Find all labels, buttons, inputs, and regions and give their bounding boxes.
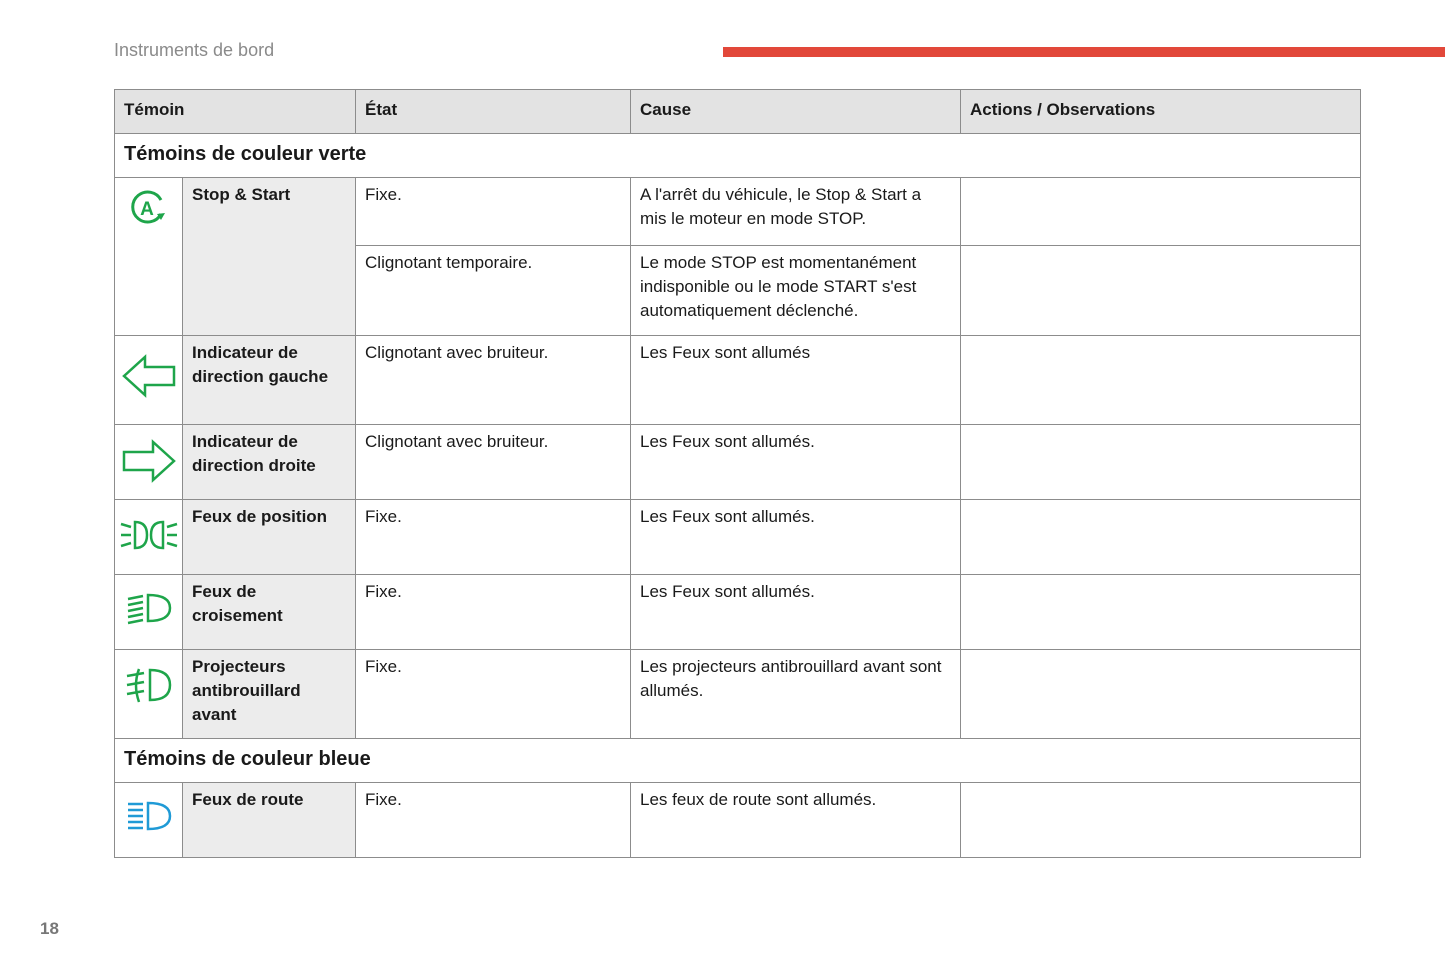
etat-cell: Clignotant avec bruiteur. bbox=[356, 336, 631, 425]
cause-cell: A l'arrêt du véhicule, le Stop & Start a mis le moteur en mode STOP. bbox=[631, 178, 961, 246]
temoin-name: Feux de position bbox=[183, 500, 356, 575]
actions-cell bbox=[961, 783, 1361, 858]
actions-cell bbox=[961, 500, 1361, 575]
table-row bbox=[115, 336, 1361, 425]
section-title: Témoins de couleur bleue bbox=[115, 739, 1361, 783]
cause-cell: Les projecteurs antibrouillard avant sont allumés. bbox=[631, 650, 961, 739]
header-accent-bar bbox=[723, 47, 1445, 57]
temoin-name: Indicateur de direction gauche bbox=[183, 336, 356, 425]
icon-cell bbox=[115, 425, 183, 500]
cause-cell: Les Feux sont allumés. bbox=[631, 575, 961, 650]
icon-cell bbox=[115, 178, 183, 336]
cause-cell: Les Feux sont allumés. bbox=[631, 425, 961, 500]
cause-cell: Le mode STOP est momentanément indisponible ou le mode START s'est automatiquement déclenché. bbox=[631, 246, 961, 336]
temoin-name: Feux de route bbox=[183, 783, 356, 858]
dipped-beam-icon bbox=[124, 591, 174, 625]
svg-text:A: A bbox=[139, 199, 154, 220]
table-row bbox=[115, 783, 1361, 858]
front-fog-lamp-icon bbox=[124, 666, 174, 704]
page-number: 18 bbox=[40, 919, 59, 938]
page-header-title: Instruments de bord bbox=[114, 40, 275, 60]
section-row-blue bbox=[115, 739, 1361, 783]
actions-cell bbox=[961, 650, 1361, 739]
cause-cell: Les feux de route sont allumés. bbox=[631, 783, 961, 858]
temoin-name: Feux de croisement bbox=[183, 575, 356, 650]
stop-start-icon bbox=[126, 188, 172, 228]
table-row bbox=[115, 178, 1361, 246]
etat-cell: Fixe. bbox=[356, 650, 631, 739]
etat-cell: Fixe. bbox=[356, 178, 631, 246]
icon-cell bbox=[115, 500, 183, 575]
cause-cell: Les Feux sont allumés bbox=[631, 336, 961, 425]
actions-cell bbox=[961, 246, 1361, 336]
table-row bbox=[115, 425, 1361, 500]
table-header-row bbox=[115, 90, 1361, 134]
temoin-name: Projecteurs antibrouillard avant bbox=[183, 650, 356, 739]
icon-cell bbox=[115, 783, 183, 858]
position-lights-icon bbox=[119, 518, 179, 552]
actions-cell bbox=[961, 425, 1361, 500]
actions-cell bbox=[961, 336, 1361, 425]
header-temoin: Témoin bbox=[115, 90, 356, 134]
etat-cell: Clignotant avec bruiteur. bbox=[356, 425, 631, 500]
header-etat: État bbox=[356, 90, 631, 134]
warning-lights-table bbox=[114, 89, 1361, 858]
etat-cell: Fixe. bbox=[356, 500, 631, 575]
header-cause: Cause bbox=[631, 90, 961, 134]
cause-cell: Les Feux sont allumés. bbox=[631, 500, 961, 575]
section-title: Témoins de couleur verte bbox=[115, 134, 1361, 178]
temoin-name: Stop & Start bbox=[183, 178, 356, 336]
right-turn-arrow-icon bbox=[121, 437, 177, 485]
section-row-green bbox=[115, 134, 1361, 178]
table-row bbox=[115, 500, 1361, 575]
header-actions: Actions / Observations bbox=[961, 90, 1361, 134]
left-turn-arrow-icon bbox=[121, 352, 177, 400]
main-beam-icon bbox=[124, 799, 174, 833]
actions-cell bbox=[961, 575, 1361, 650]
table-row bbox=[115, 650, 1361, 739]
icon-cell bbox=[115, 575, 183, 650]
icon-cell bbox=[115, 336, 183, 425]
temoin-name: Indicateur de direction droite bbox=[183, 425, 356, 500]
etat-cell: Fixe. bbox=[356, 575, 631, 650]
table-row bbox=[115, 575, 1361, 650]
etat-cell: Fixe. bbox=[356, 783, 631, 858]
icon-cell bbox=[115, 650, 183, 739]
etat-cell: Clignotant temporaire. bbox=[356, 246, 631, 336]
actions-cell bbox=[961, 178, 1361, 246]
